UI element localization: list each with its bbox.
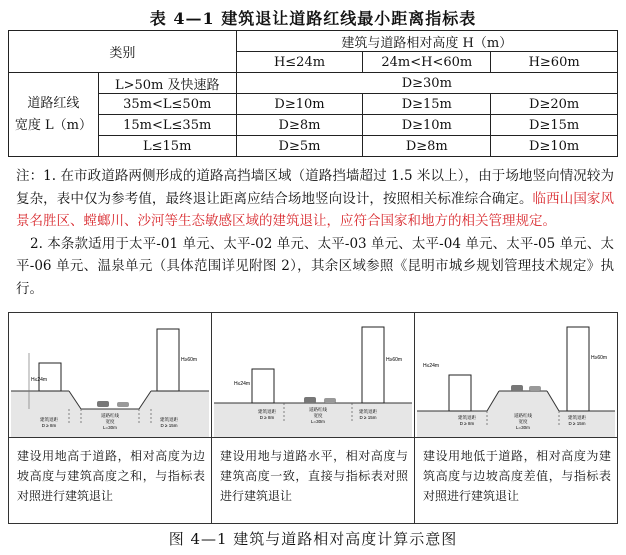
diagram-elevated-svg: [9, 313, 211, 437]
note-1: [16, 165, 614, 233]
note-1-text: 注：1. 在市政道路两侧形成的道路高挡墙区域（道路挡墙超过 1.5 米以上），由于场地竖向情况较为复杂，表中仅为参考值，最终退让距离应结合场地竖向设计，按照相关标准综合确定。: [16, 168, 614, 207]
setback-label-right: 建筑退距: [359, 409, 377, 414]
setback-label-left: 建筑退距: [458, 415, 476, 420]
table-cell: D≥10m: [236, 94, 363, 115]
height-label-high: H≥60m: [386, 357, 403, 363]
diagram-lowered-site: [415, 313, 618, 438]
road-width-label-2: 宽度: [518, 419, 528, 424]
setback-value-right: D ≥ 15m: [359, 415, 377, 420]
row-group-label-line1: 道路红线: [27, 95, 80, 111]
setback-value-left: D ≥ 8m: [459, 421, 475, 426]
note-2: 2. 本条款适用于太平-01 单元、太平-02 单元、太平-03 单元、太平-04 单元、太平-05 单元、太平-06 单元、温泉单元（具体范围详见附图 2），其余区域参照《昆明市城乡规划管理技术规定》执行。: [16, 235, 614, 297]
figure-panels: [8, 312, 618, 524]
figure-caption: 图 4—1 建筑与道路相对高度计算示意图: [168, 530, 458, 548]
setback-value-left: D ≥ 8m: [259, 415, 275, 420]
road-width-value: L=30m: [103, 425, 117, 430]
diagram-lowered-svg: [415, 313, 617, 437]
road-width-label-1: 道路红线: [514, 413, 532, 418]
table-title: 表 4—1 建筑退让道路红线最小距离指标表: [149, 9, 477, 28]
road-width-value: L=30m: [516, 425, 530, 430]
row-label: 15m<L≤35m: [98, 115, 236, 136]
setback-value-left: D ≥ 8m: [41, 423, 57, 428]
setback-label-right: 建筑退距: [160, 417, 178, 422]
road-width-label-1: 道路红线: [309, 407, 327, 412]
row-group-label-line2: 宽度 L（m）: [14, 117, 92, 133]
table-cell: D≥8m: [236, 115, 363, 136]
table-cell: D≥20m: [491, 94, 618, 115]
height-label-low: H≤24m: [31, 377, 48, 383]
table-cell: D≥30m: [236, 73, 617, 94]
road-width-value: L=30m: [311, 419, 325, 424]
setback-value-right: D ≥ 15m: [160, 423, 178, 428]
table-cell: D≥10m: [491, 136, 618, 157]
height-label-low: H≤24m: [423, 363, 440, 369]
diagram-elevated-site: [9, 313, 212, 438]
diagram-level-svg: [212, 313, 414, 437]
height-label-low: H≤24m: [234, 381, 251, 387]
table-cell: D≥5m: [236, 136, 363, 157]
height-header: 建筑与道路相对高度 H（m）: [236, 31, 617, 52]
height-label-high: H≥60m: [591, 355, 608, 361]
setback-label-left: 建筑退距: [40, 417, 58, 422]
table-cell: D≥15m: [491, 115, 618, 136]
height-label-high: H≥60m: [181, 357, 198, 363]
setback-label-right: 建筑退距: [568, 415, 586, 420]
caption-elevated: 建设用地高于道路，相对高度为边坡高度与建筑高度之和，与指标表对照进行建筑退让: [9, 438, 212, 524]
road-width-label-2: 宽度: [105, 419, 115, 424]
setback-table: [8, 30, 618, 157]
road-width-label-1: 道路红线: [101, 413, 119, 418]
setback-value-right: D ≥ 15m: [568, 421, 586, 426]
row-group-label: [9, 73, 99, 157]
table-cell: D≥15m: [363, 94, 491, 115]
caption-lowered: 建设用地低于道路，相对高度为建筑高度与边坡高度差值，与指标表对照进行建筑退让: [415, 438, 618, 524]
height-col-1: H≤24m: [236, 52, 363, 73]
note-1-red-text: 临西山国家风景名胜区、螳螂川、沙河等生态敏感区域的建筑退让，应符合国家和地方的相关管理规定。: [16, 190, 615, 229]
diagram-level-site: [212, 313, 415, 438]
row-label: 35m<L≤50m: [98, 94, 236, 115]
setback-label-left: 建筑退距: [258, 409, 276, 414]
category-header: 类别: [9, 31, 237, 73]
road-width-label-2: 宽度: [313, 413, 323, 418]
table-cell: D≥8m: [363, 136, 491, 157]
caption-level: 建设用地与道路水平，相对高度与建筑高度一致，直接与指标表对照进行建筑退让: [212, 438, 415, 524]
row-label: L>50m 及快速路: [98, 73, 236, 94]
table-cell: D≥10m: [363, 115, 491, 136]
notes: [16, 165, 614, 300]
height-col-2: 24m<H<60m: [363, 52, 491, 73]
height-col-3: H≥60m: [491, 52, 618, 73]
row-label: L≤15m: [98, 136, 236, 157]
